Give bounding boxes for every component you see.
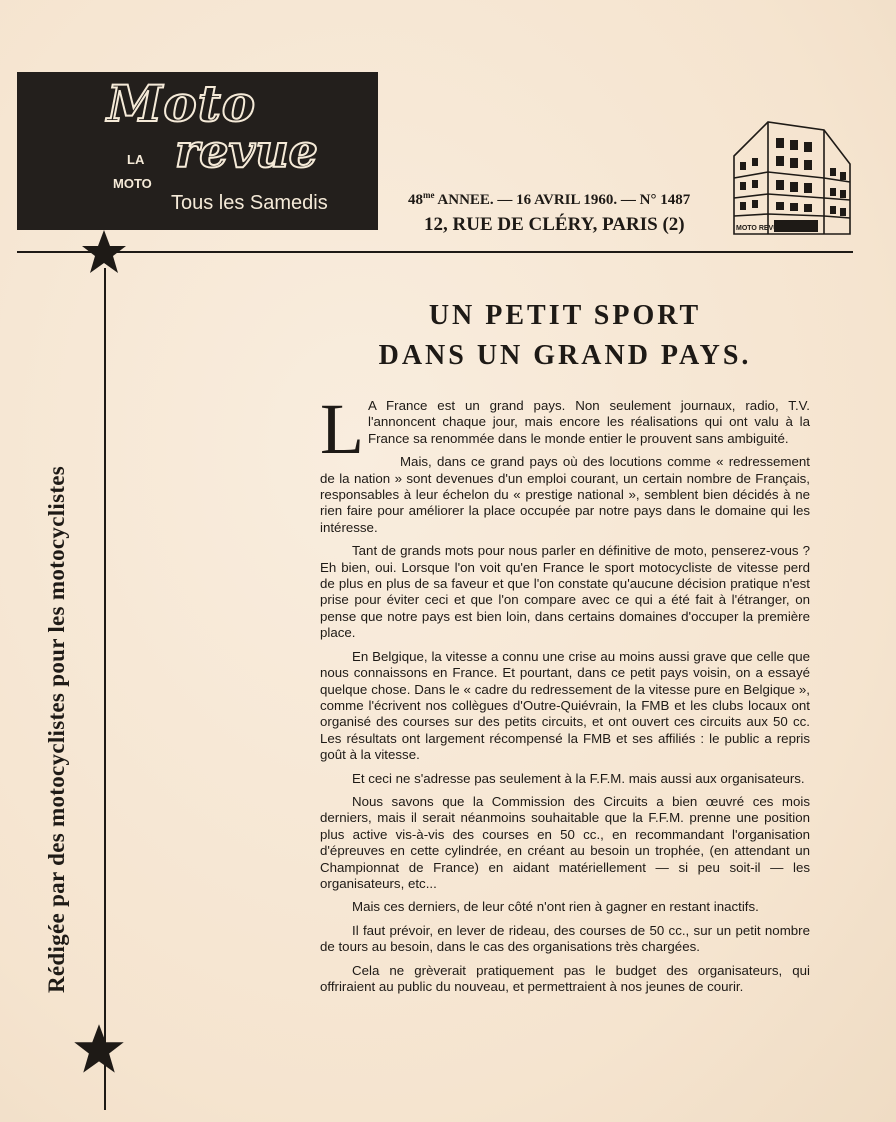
headline (320, 296, 810, 376)
star-ornament-icon (80, 228, 128, 276)
article-paragraph: Et ceci ne s'adresse pas seulement à la F.F.M. mais aussi aux organisateurs. (352, 770, 805, 786)
article-paragraph: En Belgique, la vitesse a connu une crise au moins aussi grave que celle que nous connaissons en France. Et pourtant, dans ce petit pays voisin, on a essayé quelque chose. Dans le « cadre du redressement de la vitesse pure en Belgique », comme l'écrivent nos collègues d'Outre-Quiévrain, la FMB et les clubs locaux ont organisé des courses sur des petits circuits, et ont ouvert ces circuits aux 50 cc. Les résultats ont largement récompensé la FMB et ses affiliés : le public a repris goût à la vitesse. (320, 648, 810, 763)
article-paragraph: Mais ces derniers, de leur côté n'ont rien à gagner en restant inactifs. (352, 899, 759, 915)
logo-moto: Moto (107, 74, 257, 133)
article-paragraph: Mais, dans ce grand pays où des locutions comme « redressement de la nation » sont devenues d'un emploi courant, un certain nombre de Français, responsables à leur échelon du « prestige national », semblent bien décidés à ne rien faire pour améliorer la place occupée par notre pays dans le domaine qui les intéresse. (320, 454, 810, 535)
sidebar-slogan: Rédigée par des motocyclistes pour les motocyclistes (44, 465, 69, 993)
article-paragraph: L A France est un grand pays. Non seulement journaux, radio, T.V. l'annoncent chaque jour, mais encore les réalisations qui ont valu à la France sa renommée dans le monde entier le prouvent sans ambiguité. (320, 389, 810, 469)
building-sign: MOTO REVUE (736, 225, 783, 232)
headline-line-1: UN PETIT SPORT (428, 300, 702, 331)
building-illustration (728, 116, 856, 240)
masthead-tagline: Tous les Samedis (171, 192, 328, 214)
address-line: 12, RUE DE CLÉRY, PARIS (2) (424, 214, 685, 235)
masthead (17, 72, 378, 230)
logo-la: LA (127, 152, 145, 167)
sidebar-rule (104, 268, 106, 1110)
header-rule (17, 251, 853, 253)
issue-prefix: 48 (408, 192, 423, 208)
drop-cap: L (320, 389, 364, 469)
article-body (320, 389, 810, 1002)
article-paragraph: Tant de grands mots pour nous parler en définitive de moto, penserez-vous ? Eh bien, oui. Lorsque l'on voit qu'en France le sport motocycliste de vitesse perd de plus en plus de sa faveur et que l'on constate qu'aucune décision pratique n'est prise pour éviter ceci et que l'on compare avec ce qui a été fait à l'étranger, on pense que notre pays est bien loin, dans certains domaines d'occuper la première place. (320, 543, 810, 641)
logo-revue: revue (175, 124, 318, 178)
issue-line (408, 190, 690, 209)
issue-rest: ANNEE. — 16 AVRIL 1960. — N° 1487 (434, 192, 691, 208)
headline-line-2: DANS UN GRAND PAYS. (378, 340, 752, 371)
issue-superscript: me (423, 190, 435, 200)
article-paragraph: Nous savons que la Commission des Circuits a bien œuvré ces mois derniers, mais il serait néanmoins souhaitable que la F.F.M. prenne une position plus active vis-à-vis des courses en 50 cc., en recommandant l'organisation d'épreuves en cette cylindrée, en créant au besoin un trophée, (en attendant un Championnat de France) en aidant matériellement — si peu soit-il — les organisateurs, etc... (320, 793, 810, 891)
logo-moto-small: MOTO (113, 176, 152, 191)
article-paragraph: Il faut prévoir, en lever de rideau, des courses de 50 cc., sur un petit nombre de tours au besoin, dans le cas des organisations très chargées. (320, 922, 810, 955)
article-paragraph: Cela ne grèverait pratiquement pas le budget des organisateurs, qui offriraient au public du nouveau, et permettraient à nos jeunes de courir. (320, 962, 810, 994)
star-ornament-icon (72, 1022, 126, 1076)
